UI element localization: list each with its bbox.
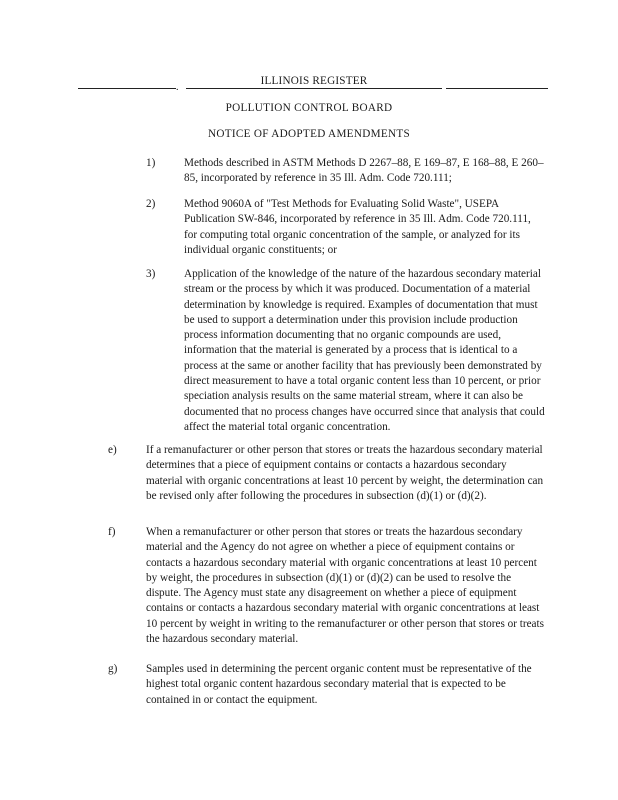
item-text: Methods described in ASTM Methods D 2267–88, E 169–87, E 168–88, E 260–85, incorporated by reference in 35 Ill. Adm. Code 720.111; <box>184 157 544 185</box>
item-label: 1) <box>146 157 156 169</box>
register-header <box>78 74 548 93</box>
item-text: Application of the knowledge of the nature of the hazardous secondary material stream or the process by which it was produced. Documentation of a material determination by knowledge is required. Examples of documentation that must be used to support a determination under this provision include production process information documenting that no organic compounds are used, information that the material is generated by a process that is identical to a process at the same or another facility that has previously been demonstrated by direct measurement to have a total organic content less than 10 percent, or prior speciation analysis results on the same material stream, where it can also be documented that no process changes have occurred since that analysis that could affect the material total organic concentration. <box>184 268 545 433</box>
register-title: ILLINOIS REGISTER <box>186 74 442 89</box>
item-text: When a remanufacturer or other person that stores or treats the hazardous secondary material and the Agency do not agree on whether a piece of equipment contains or contacts a hazardous secondary material with organic concentrations at least 10 percent by weight, the procedures in subsection (d)(1) or (d)(2) can be used to resolve the dispute. The Agency must state any disagreement on whether a piece of equipment contains or contacts a hazardous secondary material with organic concentrations at least 10 percent by weight in writing to the remanufacturer or other person that stores or treats the hazardous secondary material. <box>146 526 544 646</box>
item-label: 3) <box>146 268 156 280</box>
header-dot: . <box>176 82 179 93</box>
header-rule-left <box>78 88 176 89</box>
item-text: If a remanufacturer or other person that stores or treats the hazardous secondary material determines that a piece of equipment contains or contacts a hazardous secondary material with organic concentrations at least 10 percent by weight, the determination can be revised only after following the procedures in subsection (d)(1) or (d)(2). <box>146 444 544 502</box>
item-text: Method 9060A of "Test Methods for Evaluating Solid Waste", USEPA Publication SW-846, incorporated by reference in 35 Ill. Adm. Code 720.111, for computing total organic concentration of the sample, or analyzed for its individual organic constituents; or <box>184 198 531 256</box>
item-label: e) <box>108 444 117 456</box>
item-label: f) <box>108 526 116 538</box>
header-rule-right <box>446 88 548 89</box>
board-name: POLLUTION CONTROL BOARD <box>225 102 393 114</box>
notice-title: NOTICE OF ADOPTED AMENDMENTS <box>207 128 410 140</box>
item-text: Samples used in determining the percent organic content must be representative of the highest total organic content hazardous secondary material that is expected to be contained in or contact the equipment. <box>146 663 532 706</box>
item-label: 2) <box>146 198 156 210</box>
item-label: g) <box>108 663 118 675</box>
